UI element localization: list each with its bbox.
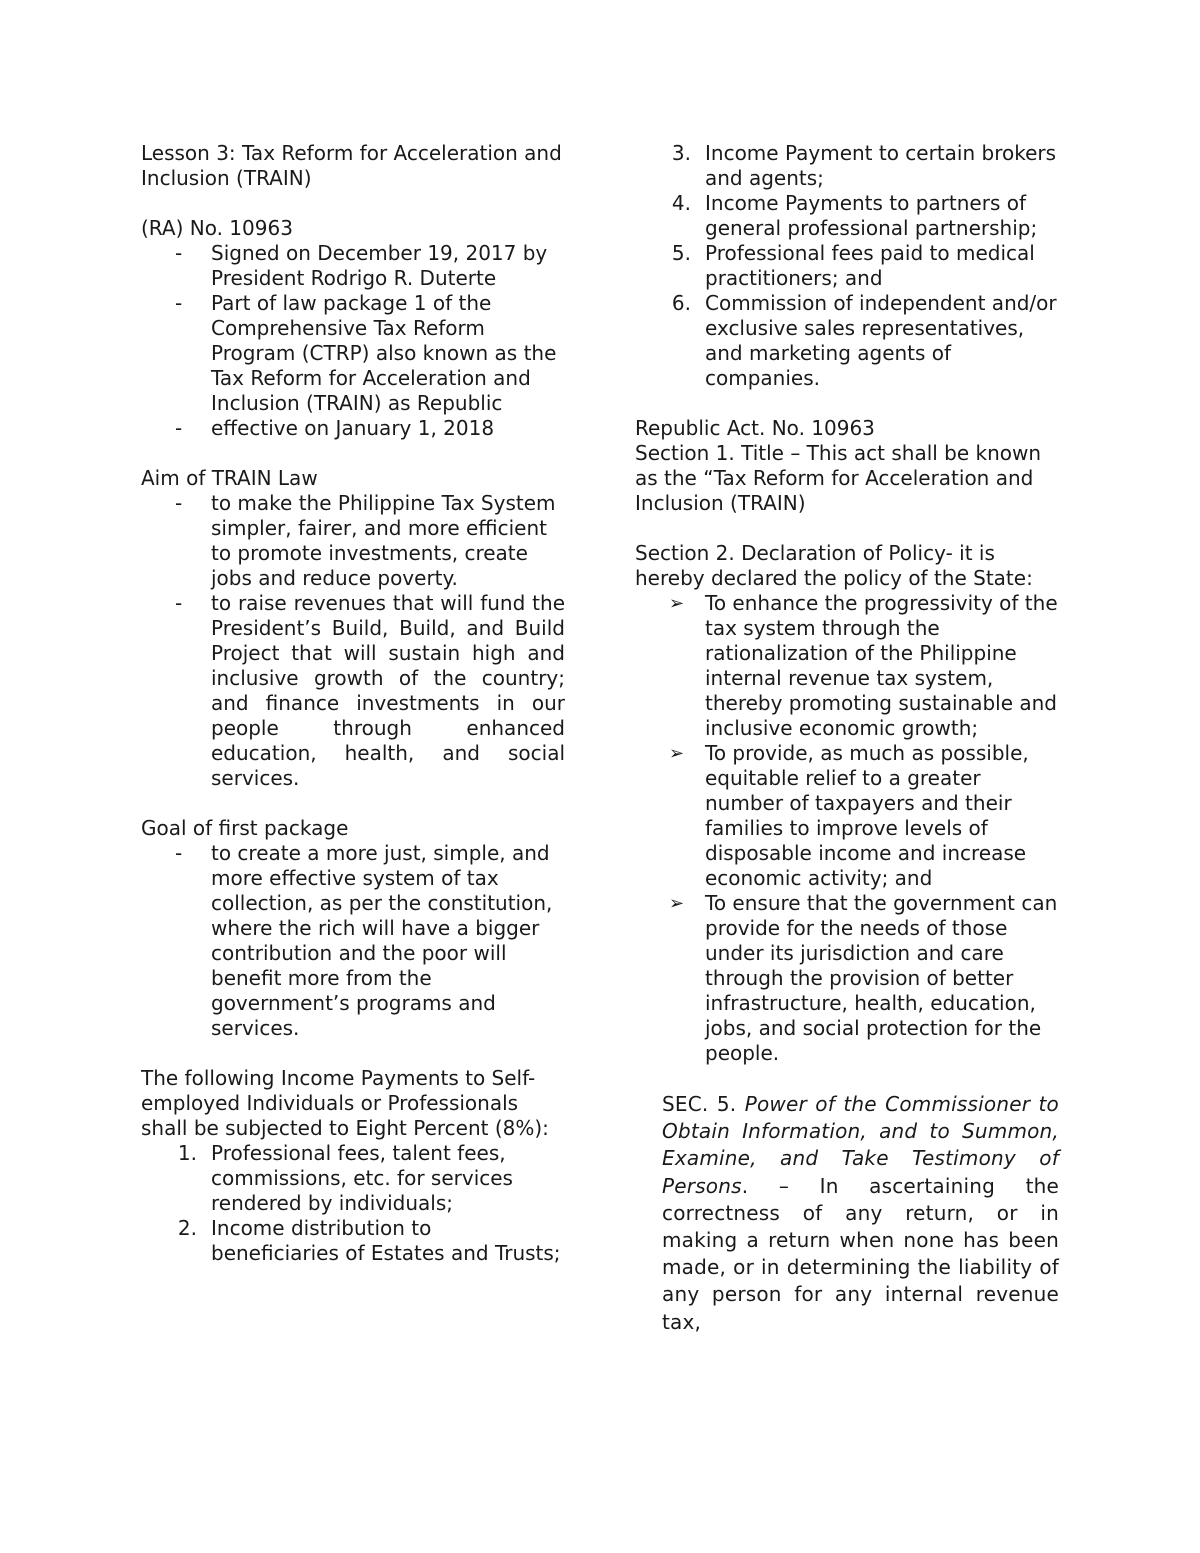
list-item: - Signed on December 19, 2017 by President Rodrigo R. Duterte — [175, 241, 548, 290]
goal-heading: Goal of first package — [141, 816, 349, 840]
ra-list — [141, 241, 565, 441]
list-item: 5. Professional fees paid to medical practitioners; and — [671, 241, 1035, 290]
policy-list — [635, 591, 1059, 1066]
section-5-paragraph — [635, 1091, 1059, 1336]
list-item: 3. Income Payment to certain brokers and agents; — [671, 141, 1057, 190]
ra-heading: (RA) No. 10963 — [141, 216, 293, 240]
section-1-title: Section 1. Title – This act shall be known as the “Tax Reform for Acceleration and Inclusion (TRAIN) — [635, 441, 1042, 515]
left-column — [141, 141, 565, 1266]
section-2-intro: Section 2. Declaration of Policy- it is hereby declared the policy of the State: — [635, 541, 1033, 590]
list-item: 6. Commission of independent and/or exclusive sales representatives, and marketing agents of companies. — [671, 291, 1057, 390]
arrow-bullet-icon: ➢ — [669, 593, 685, 614]
list-item: ➢ To enhance the progressivity of the tax system through the rationalization of the Philippine internal revenue tax system, thereby promoting sustainable and inclusive economic growth; — [669, 591, 1058, 740]
section-5-title: Power of the Commissioner to Obtain Information, and to Summon, Examine, and Take Testimony of Persons — [662, 1092, 1059, 1198]
income-intro: The following Income Payments to Self-employed Individuals or Professionals shall be subjected to Eight Percent (8%): — [141, 1066, 549, 1140]
goal-list — [141, 841, 565, 1041]
lesson-title: Lesson 3: Tax Reform for Acceleration and Inclusion (TRAIN) — [141, 141, 562, 190]
list-item: - to raise revenues that will fund the President’s Build, Build, and Build Project that will sustain high and inclusive growth of the country; and finance investments in our people through enhanced education, health, and social services. — [175, 591, 565, 790]
list-item: - to make the Philippine Tax System simpler, fairer, and more efficient to promote investments, create jobs and reduce poverty. — [175, 491, 556, 590]
list-item: ➢ To provide, as much as possible, equitable relief to a greater number of taxpayers and their families to improve levels of disposable income and increase economic activity; and — [669, 741, 1029, 890]
arrow-bullet-icon: ➢ — [669, 743, 685, 764]
income-list-continued — [635, 141, 1059, 391]
list-item: 1. Professional fees, talent fees, commissions, etc. for services rendered by individuals; — [177, 1141, 513, 1215]
section-5-body: . – In ascertaining the correctness of any return, or in making a return when none has been made, or in determining the liability of any person for any internal revenue tax, — [662, 1173, 1059, 1334]
list-item: - effective on January 1, 2018 — [175, 416, 495, 440]
act-number: Republic Act. No. 10963 — [635, 416, 875, 440]
right-column — [635, 141, 1059, 1336]
list-item: ➢ To ensure that the government can provide for the needs of those under its jurisdiction and care through the provision of better infrastructure, health, education, jobs, and social protection for the people. — [669, 891, 1058, 1065]
list-item: 4. Income Payments to partners of general professional partnership; — [671, 191, 1038, 240]
arrow-bullet-icon: ➢ — [669, 893, 685, 914]
section-5-label: SEC. 5. — [662, 1092, 745, 1116]
list-item: - Part of law package 1 of the Comprehensive Tax Reform Program (CTRP) also known as the Tax Reform for Acceleration and Inclusion (TRAIN) as Republic — [175, 291, 557, 415]
aim-list — [141, 491, 565, 791]
list-item: - to create a more just, simple, and more effective system of tax collection, as per the constitution, where the rich will have a bigger contribution and the poor will benefit more from the government’s programs and services. — [175, 841, 553, 1040]
list-item: 2. Income distribution to beneficiaries of Estates and Trusts; — [177, 1216, 561, 1265]
income-list — [141, 1141, 565, 1266]
aim-heading: Aim of TRAIN Law — [141, 466, 318, 490]
